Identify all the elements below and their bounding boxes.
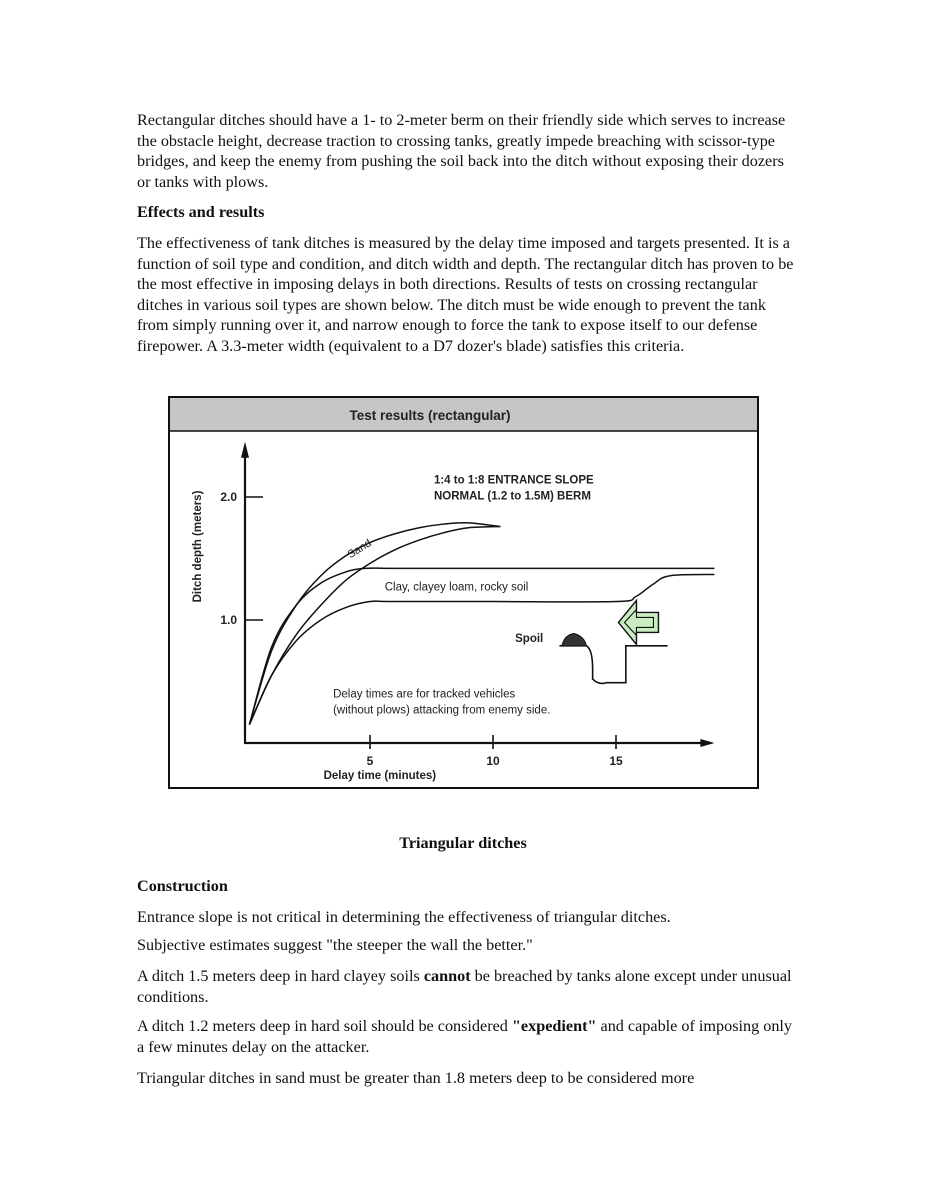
x-tick-label: 10 — [486, 754, 500, 768]
y-tick-label: 2.0 — [220, 490, 237, 504]
paragraph-subjective-estimates: Subjective estimates suggest "the steeper the wall the better." — [137, 936, 533, 954]
text: be breached by tanks alone except under unusual conditions. — [137, 967, 792, 1006]
paragraph-effectiveness: The effectiveness of tank ditches is measured by the delay time imposed and targets presented. It is a function of soil type and condition, and ditch width and depth. The rectangular ditch has proven to be the most effective in imposing delays in both directions. Results of tests on crossing rectangular ditches in various soil types are shown below. The ditch must be wide enough to prevent the tank from simply running over it, and narrow enough to force the tank to expose itself to our defense firepower. A 3.3-meter width (equivalent to a D7 dozer's blade) satisfies this criteria. — [137, 234, 794, 355]
spoil-label: Spoil — [515, 633, 544, 646]
x-axis-label: Delay time (minutes) — [323, 770, 437, 782]
x-tick-label: 5 — [366, 754, 374, 768]
slope-annotation-line1: 1:4 to 1:8 ENTRANCE SLOPE — [433, 474, 594, 487]
heading-triangular-ditches: Triangular ditches — [399, 834, 527, 852]
test-results-chart — [168, 396, 760, 790]
heading-construction: Construction — [137, 877, 228, 895]
text: A ditch 1.2 meters deep in hard soil should be considered — [137, 1017, 512, 1035]
text: and capable of imposing only a few minutes delay on the attacker. — [137, 1017, 793, 1056]
emphasis-expedient: "expedient" — [511, 1017, 597, 1035]
delay-note-line2: (without plows) attacking from enemy side. — [333, 704, 551, 717]
delay-note-line1: Delay times are for tracked vehicles — [333, 688, 516, 701]
paragraph-sand-ditches: Triangular ditches in sand must be greater than 1.8 meters deep to be considered more — [137, 1069, 695, 1087]
chart-title: Test results (rectangular) — [349, 408, 511, 423]
y-axis-label: Ditch depth (meters) — [192, 490, 204, 603]
clay-label: Clay, clayey loam, rocky soil — [384, 581, 529, 594]
y-tick-label: 1.0 — [220, 613, 237, 627]
heading-effects-and-results: Effects and results — [137, 203, 265, 221]
emphasis-cannot: cannot — [423, 967, 471, 985]
test-results-figure — [168, 396, 760, 790]
slope-annotation-line2: NORMAL (1.2 to 1.5M) BERM — [433, 490, 591, 503]
text: A ditch 1.5 meters deep in hard clayey soils — [137, 967, 424, 985]
x-tick-label: 15 — [609, 754, 623, 768]
paragraph-clayey-soils — [137, 966, 797, 1007]
paragraph-berm: Rectangular ditches should have a 1- to 2-meter berm on their friendly side which serves to increase the obstacle height, decrease traction to crossing tanks, greatly impede breaching with scissor-type bridges, and keep the enemy from pushing the soil back into the ditch without exposing their dozers or tanks with plows. — [137, 111, 786, 191]
paragraph-expedient — [137, 1016, 797, 1057]
sand-label: Sand — [345, 537, 374, 562]
paragraph-entrance-slope: Entrance slope is not critical in determining the effectiveness of triangular ditches. — [137, 908, 671, 926]
